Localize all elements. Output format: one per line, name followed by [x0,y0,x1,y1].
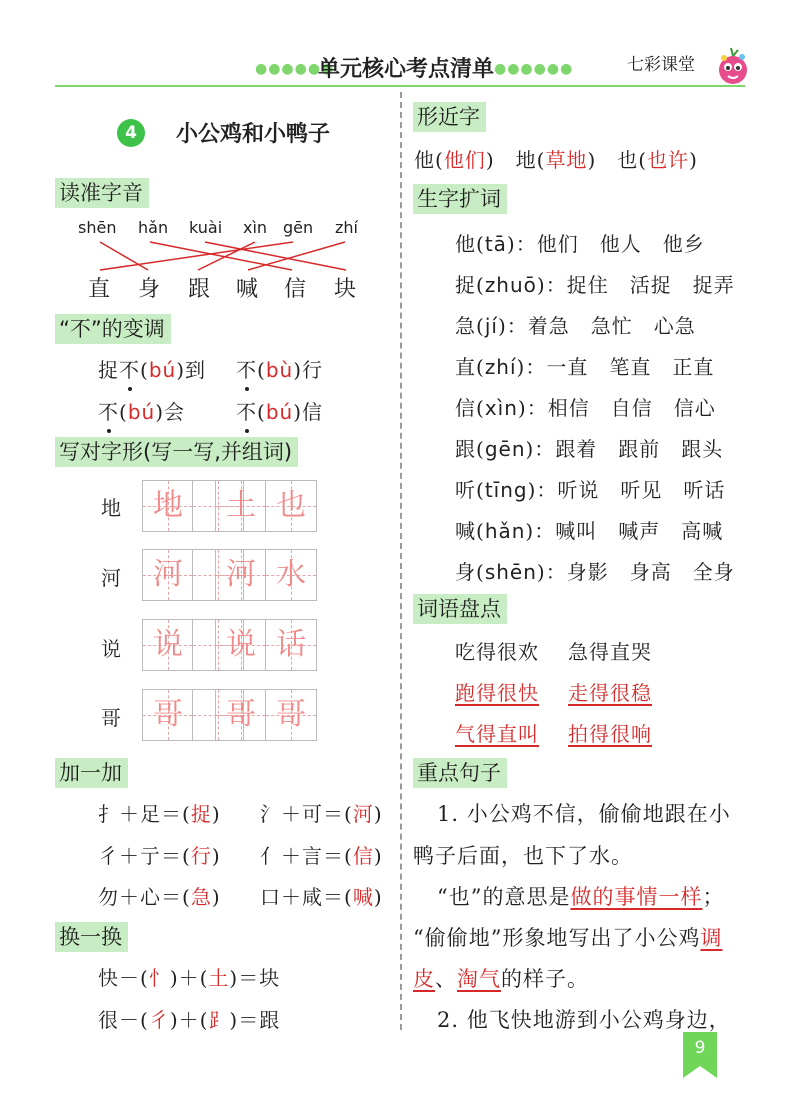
section-phrases-title: 词语盘点 [413,594,507,624]
similar-word: 也许 [647,148,690,172]
section-sentences-title: 重点句子 [413,758,507,788]
add-expr: 亻＋言＝( [260,844,353,868]
swap-mid: )＋( [169,966,209,990]
match-character: 直 [88,277,112,302]
sentence-answer: 淘气 [457,967,501,991]
sentence-text: “也”的意思是 [437,885,571,909]
expand-pinyin: tā [484,232,507,256]
swap-answer: ⻊ [208,1008,230,1032]
writing-grid [215,480,317,532]
sentence-line [413,963,589,993]
add-expr: 彳＋亍＝( [98,844,191,868]
bu-char: 不 [236,354,257,383]
expand-char: 身 [455,560,476,584]
expand-row: 信(xìn)：相信 自信 信心 [455,396,716,420]
sentence-text: ； [702,885,725,909]
page-number: 9 [694,1038,706,1058]
add-row [260,798,383,827]
swap-mid: )＋( [169,1008,209,1032]
expand-row: 直(zhí)：一直 笔直 正直 [455,355,715,379]
add-row [98,881,221,910]
phrase-item: 气得直叫 [455,722,539,746]
grid-char: 说 [226,627,256,662]
swap-row [98,1004,280,1033]
add-row [98,840,221,869]
page-number-badge [683,1032,717,1078]
header-rule [55,85,745,87]
add-close: ) [373,844,383,868]
add-answer: 河 [352,802,374,826]
sentence-answer: 做的事情一样 [570,885,703,909]
add-close: ) [211,844,221,868]
bu-pinyin: bù [265,358,294,382]
write-row-label: 河 [101,566,122,590]
expand-row: 急(jí)：着急 急忙 心急 [455,314,696,338]
swap-pre: 快－( [98,966,149,990]
bu-post: 会 [164,400,185,424]
grid-char: 说 [153,627,183,662]
bu-char: 不 [98,396,119,425]
similar-word: 他们 [443,148,486,172]
add-answer: 急 [190,885,212,909]
add-answer: 喊 [352,885,374,909]
pinyin-item: hǎn [138,218,169,237]
grid-char: 土 [226,488,256,523]
bu-pre: 捉 [98,358,119,382]
expand-pinyin: zhuō [484,273,537,297]
expand-words: 捉住 活捉 捉弄 [566,273,735,297]
expand-words: 一直 笔直 正直 [546,355,715,379]
phrase-item: 急得直哭 [568,640,652,664]
expand-row: 捉(zhuō)：捉住 活捉 捉弄 [455,273,735,297]
swap-post: )＝块 [229,966,281,990]
add-row [98,798,221,827]
expand-row: 跟(gēn)：跟着 跟前 跟头 [455,437,724,461]
pinyin-item: zhí [335,218,358,237]
swap-answer: 土 [208,966,230,990]
add-expr: 氵＋可＝( [260,802,353,826]
swap-answer: 忄 [148,966,170,990]
bu-char: 不 [236,396,257,425]
lesson-number-badge: 4 [117,119,145,147]
add-close: ) [211,885,221,909]
add-expr: 扌＋足＝( [98,802,191,826]
bu-item: 捉不(bú)到 [98,354,206,383]
grid-char: 河 [153,557,183,592]
similar-char: 他 [414,148,435,172]
grid-char: 哥 [226,697,256,732]
add-row [260,881,383,910]
sentence-line: 鸭子后面，也下了水。 [413,844,633,868]
swap-row [98,962,280,991]
swap-pre: 很－( [98,1008,149,1032]
section-write-title: 写对字形(写一写,并组词) [55,437,298,467]
expand-char: 听 [455,478,476,502]
similar-row: 他(他们) 地(草地) 也(也许) [414,148,698,172]
brand-mascot-icon [716,46,750,86]
brand-name: 七彩课堂 [627,55,695,75]
sentence-line: 2. 他飞快地游到小公鸡身边， [437,1008,731,1032]
expand-words: 跟着 跟前 跟头 [555,437,724,461]
expand-row: 喊(hǎn)：喊叫 喊声 高喊 [455,519,724,543]
add-close: ) [373,802,383,826]
add-answer: 信 [352,844,374,868]
write-row-label: 哥 [101,706,122,730]
bu-item: 不(bú)会 [98,396,185,425]
grid-char: 哥 [153,697,183,732]
expand-row: 身(shēn)：身影 身高 全身 [455,560,735,584]
expand-words: 身影 身高 全身 [566,560,735,584]
match-character: 身 [138,277,162,302]
bu-post: 到 [185,358,206,382]
bu-item: 不(bù)行 [236,354,323,383]
expand-words: 着急 急忙 心急 [527,314,696,338]
bu-item: 不(bú)信 [236,396,323,425]
expand-char: 捉 [455,273,476,297]
lesson-title: 小公鸡和小鸭子 [176,121,331,147]
expand-pinyin: zhí [484,355,517,379]
expand-words: 相信 自信 信心 [547,396,716,420]
similar-char: 地 [515,148,537,172]
grid-char: 河 [226,557,256,592]
bu-char: 不 [119,354,140,383]
section-swap-title: 换一换 [55,922,128,952]
section-expand-title: 生字扩词 [413,184,507,214]
bu-pinyin: bú [148,358,177,382]
phrase-item: 吃得很欢 [455,640,539,664]
expand-row: 听(tīng)：听说 听见 听话 [455,478,726,502]
pinyin-item: gēn [283,218,314,237]
add-answer: 行 [190,844,212,868]
sentence-answer: 调 [700,926,723,950]
similar-word: 草地 [545,148,588,172]
writing-grid [215,619,317,671]
writing-grid [215,549,317,601]
expand-pinyin: tīng [484,478,528,502]
sentence-line: 1. 小公鸡不信，偷偷地跟在小 [437,802,731,826]
header-dots-right: ●●●●●● [494,61,574,77]
pinyin-item: xìn [243,218,268,237]
expand-char: 跟 [455,437,476,461]
expand-char: 急 [455,314,476,338]
expand-pinyin: xìn [484,396,518,420]
section-pronunciation-title: 读准字音 [55,178,149,208]
swap-answer: 彳 [148,1008,170,1032]
write-row-label: 说 [101,637,122,661]
add-expr: 口＋咸＝( [260,885,353,909]
add-close: ) [373,885,383,909]
expand-char: 他 [455,232,476,256]
phrase-item: 跑得很快 [455,681,539,705]
write-row-label: 地 [101,496,122,520]
grid-char: 哥 [276,697,306,732]
match-character: 喊 [236,277,260,302]
add-expr: 勿＋心＝( [98,885,191,909]
match-character: 信 [284,277,308,302]
expand-pinyin: jí [484,314,498,338]
phrase-item: 走得很稳 [568,681,652,705]
add-close: ) [211,802,221,826]
expand-char: 信 [455,396,476,420]
grid-char: 也 [276,488,306,523]
match-character: 块 [334,277,358,302]
sentence-answer: 皮 [413,967,435,991]
bu-pinyin: bú [265,400,294,424]
section-bu-tone-title: “不”的变调 [55,314,171,344]
bu-post: 行 [302,358,323,382]
expand-words: 喊叫 喊声 高喊 [555,519,724,543]
pinyin-item: shēn [78,218,117,237]
grid-char: 话 [276,627,306,662]
expand-pinyin: hǎn [484,519,526,543]
sentence-text: 的样子。 [501,967,589,991]
section-add-title: 加一加 [55,758,128,788]
grid-char: 地 [153,488,183,523]
similar-char: 也 [617,148,639,172]
add-row [260,840,383,869]
expand-pinyin: gēn [484,437,526,461]
bu-pinyin: bú [127,400,156,424]
grid-char: 水 [276,557,306,592]
header-title: 单元核心考点清单 [318,57,495,82]
expand-pinyin: shēn [484,560,537,584]
expand-words: 他们 他人 他乡 [536,232,705,256]
sentence-line [437,881,724,911]
expand-char: 直 [455,355,476,379]
expand-words: 听说 听见 听话 [557,478,726,502]
sentence-text: “偷偷地”形象地写出了小公鸡 [413,926,701,950]
sentence-line [413,922,722,952]
pinyin-item: kuài [189,218,223,237]
sentence-text: 、 [435,967,457,991]
section-similar-title: 形近字 [413,102,486,132]
swap-post: )＝跟 [229,1008,281,1032]
header-dots-left: ●●●●●● [255,61,335,77]
writing-grid [215,689,317,741]
bu-post: 信 [302,400,323,424]
add-answer: 捉 [190,802,212,826]
expand-char: 喊 [455,519,476,543]
match-character: 跟 [188,277,212,302]
header [0,0,800,92]
column-divider [400,92,402,1030]
expand-row: 他(tā)：他们 他人 他乡 [455,232,705,256]
phrase-item: 拍得很响 [568,722,652,746]
